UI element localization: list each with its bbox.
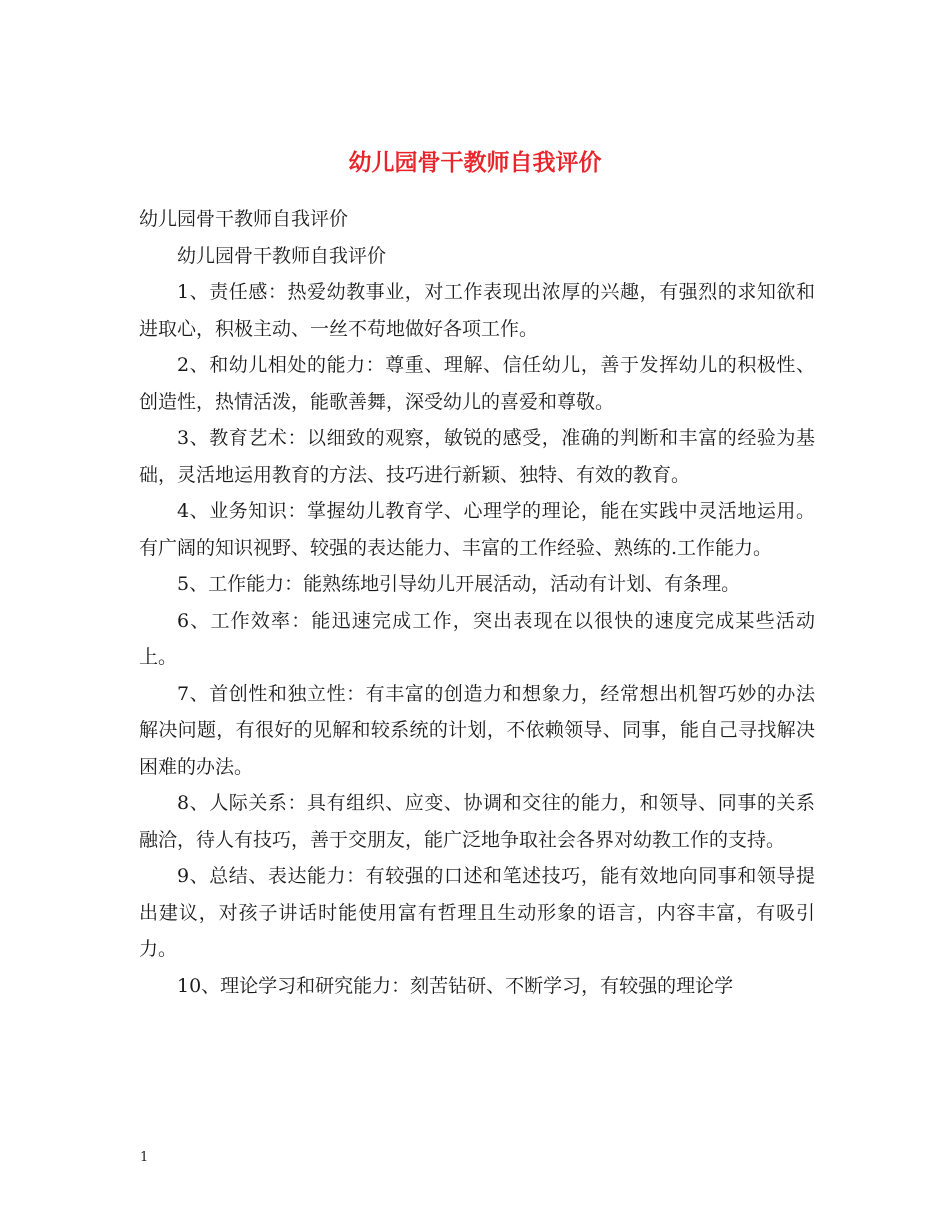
- paragraph: 6、工作效率：能迅速完成工作，突出表现在以很快的速度完成某些活动上。: [139, 609, 815, 668]
- paragraph: 9、总结、表达能力：有较强的口述和笔述技巧，能有效地向同事和领导提出建议，对孩子讲话时能使用富有哲理且生动形象的语言，内容丰富，有吸引力。: [139, 865, 815, 960]
- paragraph: 10、理论学习和研究能力：刻苦钻研、不断学习，有较强的理论学: [177, 974, 734, 997]
- paragraph: 3、教育艺术：以细致的观察，敏锐的感受，准确的判断和丰富的经验为基础，灵活地运用教育的方法、技巧进行新颖、独特、有效的教育。: [139, 427, 815, 486]
- paragraph: 2、和幼儿相处的能力：尊重、理解、信任幼儿，善于发挥幼儿的积极性、创造性，热情活泼，能歌善舞，深受幼儿的喜爱和尊敬。: [139, 354, 815, 413]
- document-body: [139, 201, 815, 1004]
- document-title: 幼儿园骨干教师自我评价: [348, 149, 602, 177]
- paragraph: 5、工作能力：能熟练地引导幼儿开展活动，活动有计划、有条理。: [177, 573, 741, 595]
- page-number: 1: [140, 1150, 149, 1165]
- paragraph: 幼儿园骨干教师自我评价: [139, 208, 349, 230]
- paragraph: 8、人际关系：具有组织、应变、协调和交往的能力，和领导、同事的关系融洽，待人有技巧，善于交朋友，能广泛地争取社会各界对幼教工作的支持。: [139, 792, 815, 851]
- paragraph: 幼儿园骨干教师自我评价: [177, 244, 387, 267]
- paragraph: 1、责任感：热爱幼教事业，对工作表现出浓厚的兴趣，有强烈的求知欲和进取心，积极主动、一丝不苟地做好各项工作。: [139, 281, 815, 340]
- paragraph: 7、首创性和独立性：有丰富的创造力和想象力，经常想出机智巧妙的办法解决问题，有很好的见解和较系统的计划，不依赖领导、同事，能自己寻找解决困难的办法。: [139, 682, 815, 778]
- paragraph: 4、业务知识：掌握幼儿教育学、心理学的理论，能在实践中灵活地运用。有广阔的知识视野、较强的表达能力、丰富的工作经验、熟练的.工作能力。: [139, 500, 815, 559]
